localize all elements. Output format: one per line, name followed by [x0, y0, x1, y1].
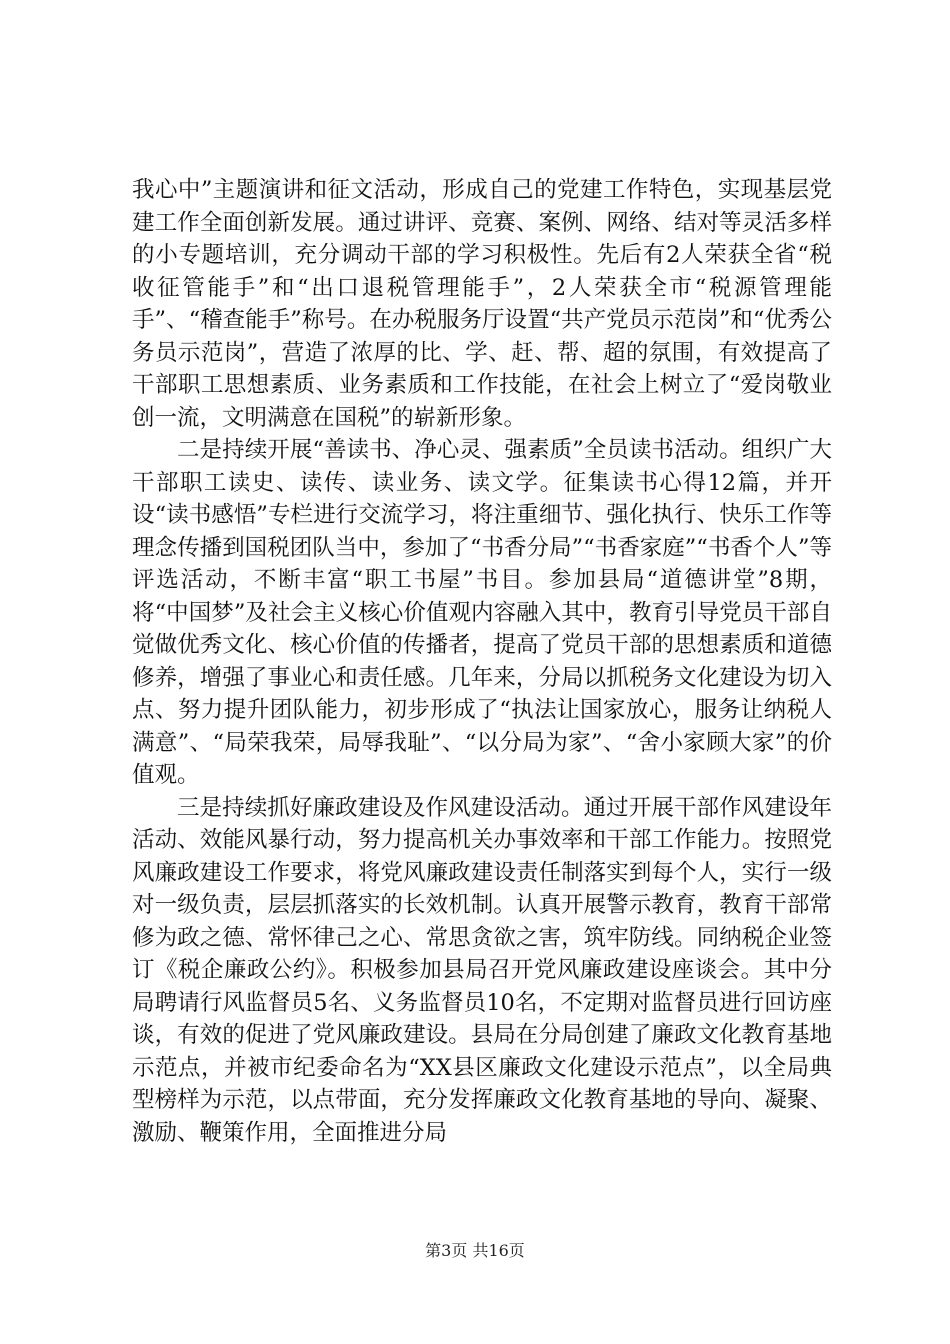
page-footer: 第3页 共16页: [425, 1241, 525, 1260]
paragraph-3: 三是持续抓好廉政建设及作风建设活动。通过开展干部作风建设年活动、效能风暴行动，努力提高机关办事效率和干部工作能力。按照党风廉政建设工作要求，将党风廉政建设责任制落实到每个人，实行一级对一级负责，层层抓落实的长效机制。认真开展警示教育，教育干部常修为政之德、常怀律己之心、常思贪欲之害，筑牢防线。同纳税企业签订《税企廉政公约》。积极参加县局召开党风廉政建设座谈会。其中分局聘请行风监督员5名、义务监督员10名，不定期对监督员进行回访座谈，有效的促进了党风廉政建设。县局在分局创建了廉政文化教育基地示范点，并被市纪委命名为“XX县区廉政文化建设示范点”，以全局典型榜样为示范，以点带面，充分发挥廉政文化教育基地的导向、凝聚、激励、鞭策作用，全面推进分局: [132, 794, 832, 1146]
paragraph-2: 二是持续开展“善读书、净心灵、强素质”全员读书活动。组织广大干部职工读史、读传、读业务、读文学。征集读书心得12篇，并开设“读书感悟”专栏进行交流学习，将注重细节、强化执行、快乐工作等理念传播到国税团队当中，参加了“书香分局”“书香家庭”“书香个人”等评选活动，不断丰富“职工书屋”书目。参加县局“道德讲堂”8期，将“中国梦”及社会主义核心价值观内容融入其中，教育引导党员干部自觉做优秀文化、核心价值的传播者，提高了党员干部的思想素质和道德修养，增强了事业心和责任感。几年来，分局以抓税务文化建设为切入点、努力提升团队能力，初步形成了“执法让国家放心，服务让纳税人满意”、“局荣我荣，局辱我耻”、“以分局为家”、“舍小家顾大家”的价值观。: [132, 437, 832, 788]
paragraph-1: 我心中”主题演讲和征文活动，形成自己的党建工作特色，实现基层党建工作全面创新发展。通过讲评、竞赛、案例、网络、结对等灵活多样的小专题培训，充分调动干部的学习积极性。先后有2人荣获全省“税收征管能手”和“出口退税管理能手”，2人荣获全市“税源管理能手”、“稽查能手”称号。在办税服务厅设置“共产党员示范岗”和“优秀公务员示范岗”，营造了浓厚的比、学、赶、帮、超的氛围，有效提高了干部职工思想素质、业务素质和工作技能，在社会上树立了“爱岗敬业创一流，文明满意在国税”的崭新形象。: [132, 177, 832, 431]
body-text: [132, 174, 832, 1149]
